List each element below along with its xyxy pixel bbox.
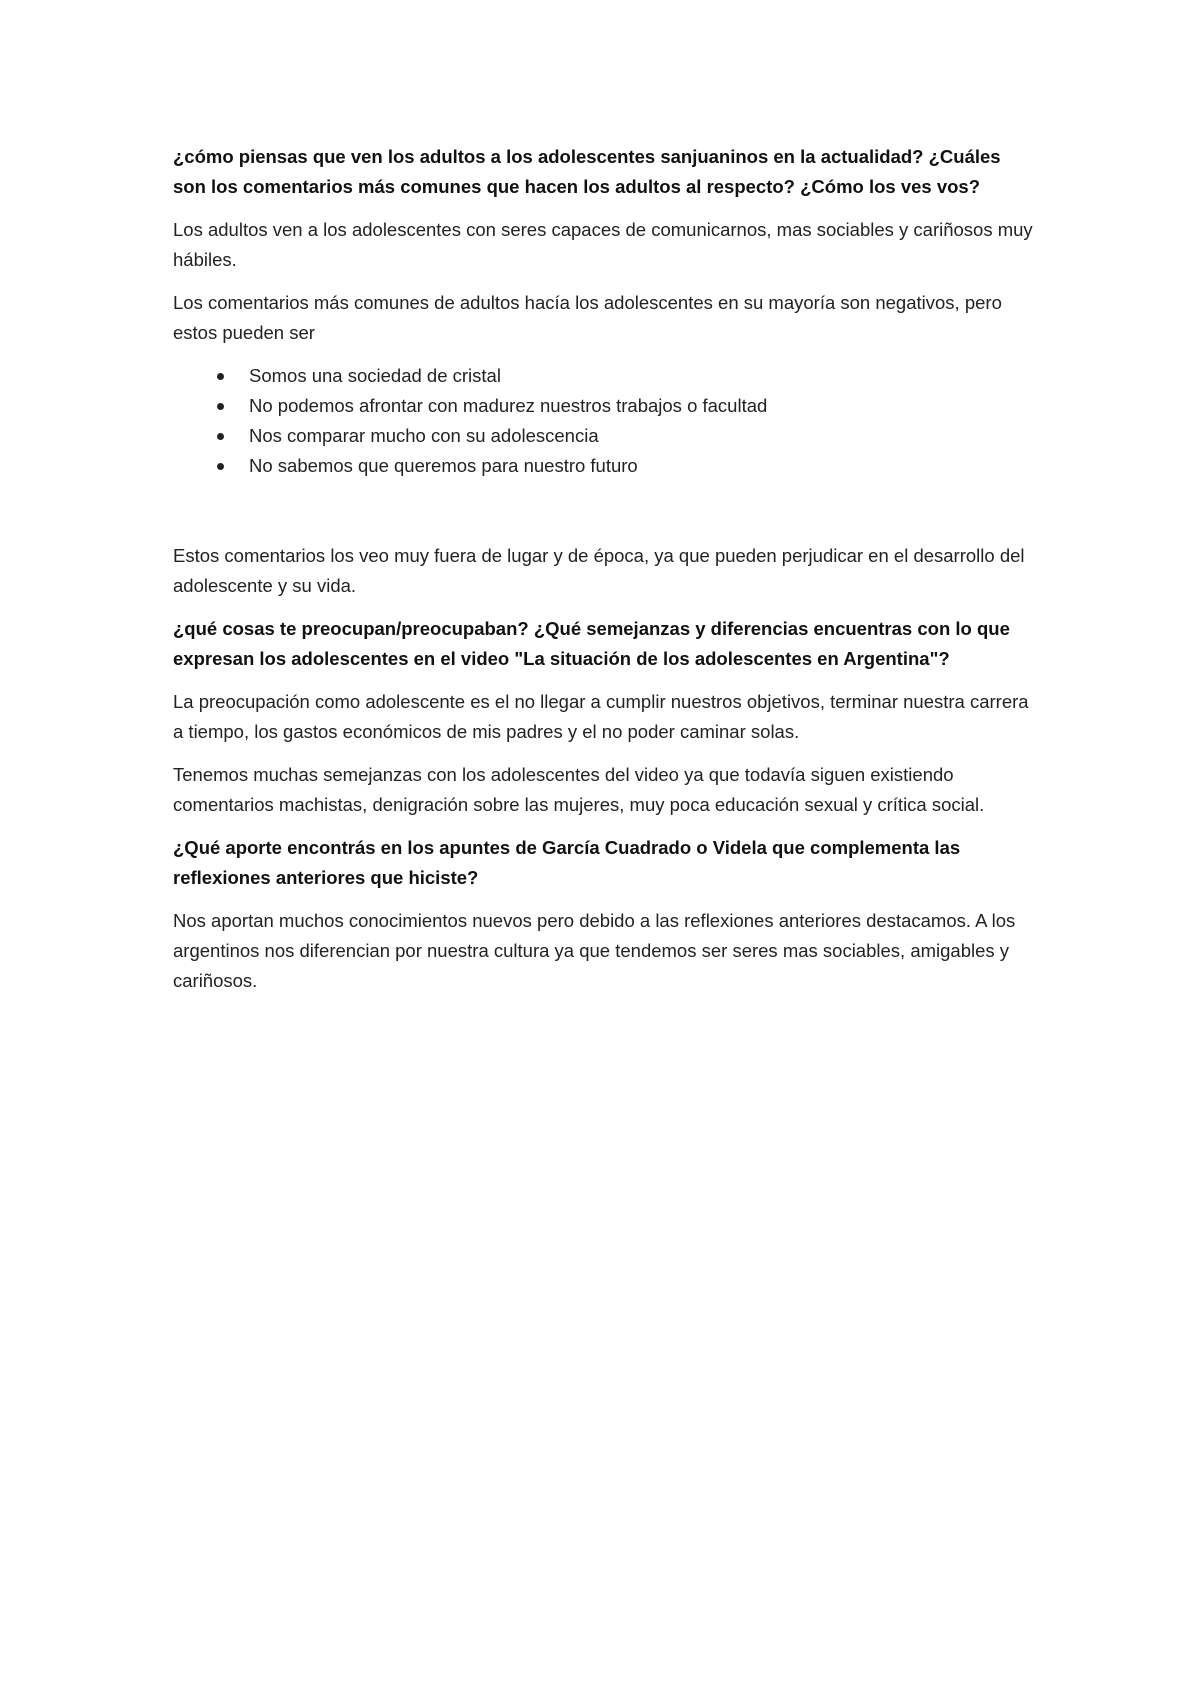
question-2-heading: ¿qué cosas te preocupan/preocupaban? ¿Qué semejanzas y diferencias encuentras con lo que expresan los adolescentes en el video "La situación de los adolescentes en Argentina"? <box>173 618 1010 669</box>
comments-bullet-list <box>173 361 1033 481</box>
list-item <box>173 391 1033 421</box>
list-item <box>173 451 1033 481</box>
bullet-icon <box>217 403 224 410</box>
list-item-text: No sabemos que queremos para nuestro futuro <box>249 455 638 476</box>
answer-3-paragraph-1: Nos aportan muchos conocimientos nuevos pero debido a las reflexiones anteriores destacamos. A los argentinos nos diferencian por nuestra cultura ya que tendemos ser seres mas sociables, amigables y cariñosos. <box>173 910 1016 991</box>
blank-line <box>173 481 1033 541</box>
bullet-icon <box>217 373 224 380</box>
list-item-text: Nos comparar mucho con su adolescencia <box>249 425 599 446</box>
bullet-icon <box>217 433 224 440</box>
list-item <box>173 421 1033 451</box>
answer-1-paragraph-1: Los adultos ven a los adolescentes con seres capaces de comunicarnos, mas sociables y cariñosos muy hábiles. <box>173 219 1033 270</box>
answer-2-paragraph-2: Tenemos muchas semejanzas con los adolescentes del video ya que todavía siguen existiendo comentarios machistas, denigración sobre las mujeres, muy poca educación sexual y crítica social. <box>173 764 985 815</box>
answer-2-paragraph-1: La preocupación como adolescente es el no llegar a cumplir nuestros objetivos, terminar nuestra carrera a tiempo, los gastos económicos de mis padres y el no poder caminar solas. <box>173 691 1029 742</box>
list-item <box>173 361 1033 391</box>
answer-1-paragraph-2: Los comentarios más comunes de adultos hacía los adolescentes en su mayoría son negativos, pero estos pueden ser <box>173 292 1002 343</box>
answer-1-paragraph-3: Estos comentarios los veo muy fuera de lugar y de época, ya que pueden perjudicar en el desarrollo del adolescente y su vida. <box>173 545 1025 596</box>
list-item-text: No podemos afrontar con madurez nuestros trabajos o facultad <box>249 395 768 416</box>
bullet-icon <box>217 463 224 470</box>
document-body <box>173 142 1033 1009</box>
question-3-heading: ¿Qué aporte encontrás en los apuntes de García Cuadrado o Videla que complementa las reflexiones anteriores que hiciste? <box>173 837 961 888</box>
question-1-heading: ¿cómo piensas que ven los adultos a los adolescentes sanjuaninos en la actualidad? ¿Cuáles son los comentarios más comunes que hacen los adultos al respecto? ¿Cómo los ves vos? <box>173 146 1001 197</box>
list-item-text: Somos una sociedad de cristal <box>249 365 501 386</box>
